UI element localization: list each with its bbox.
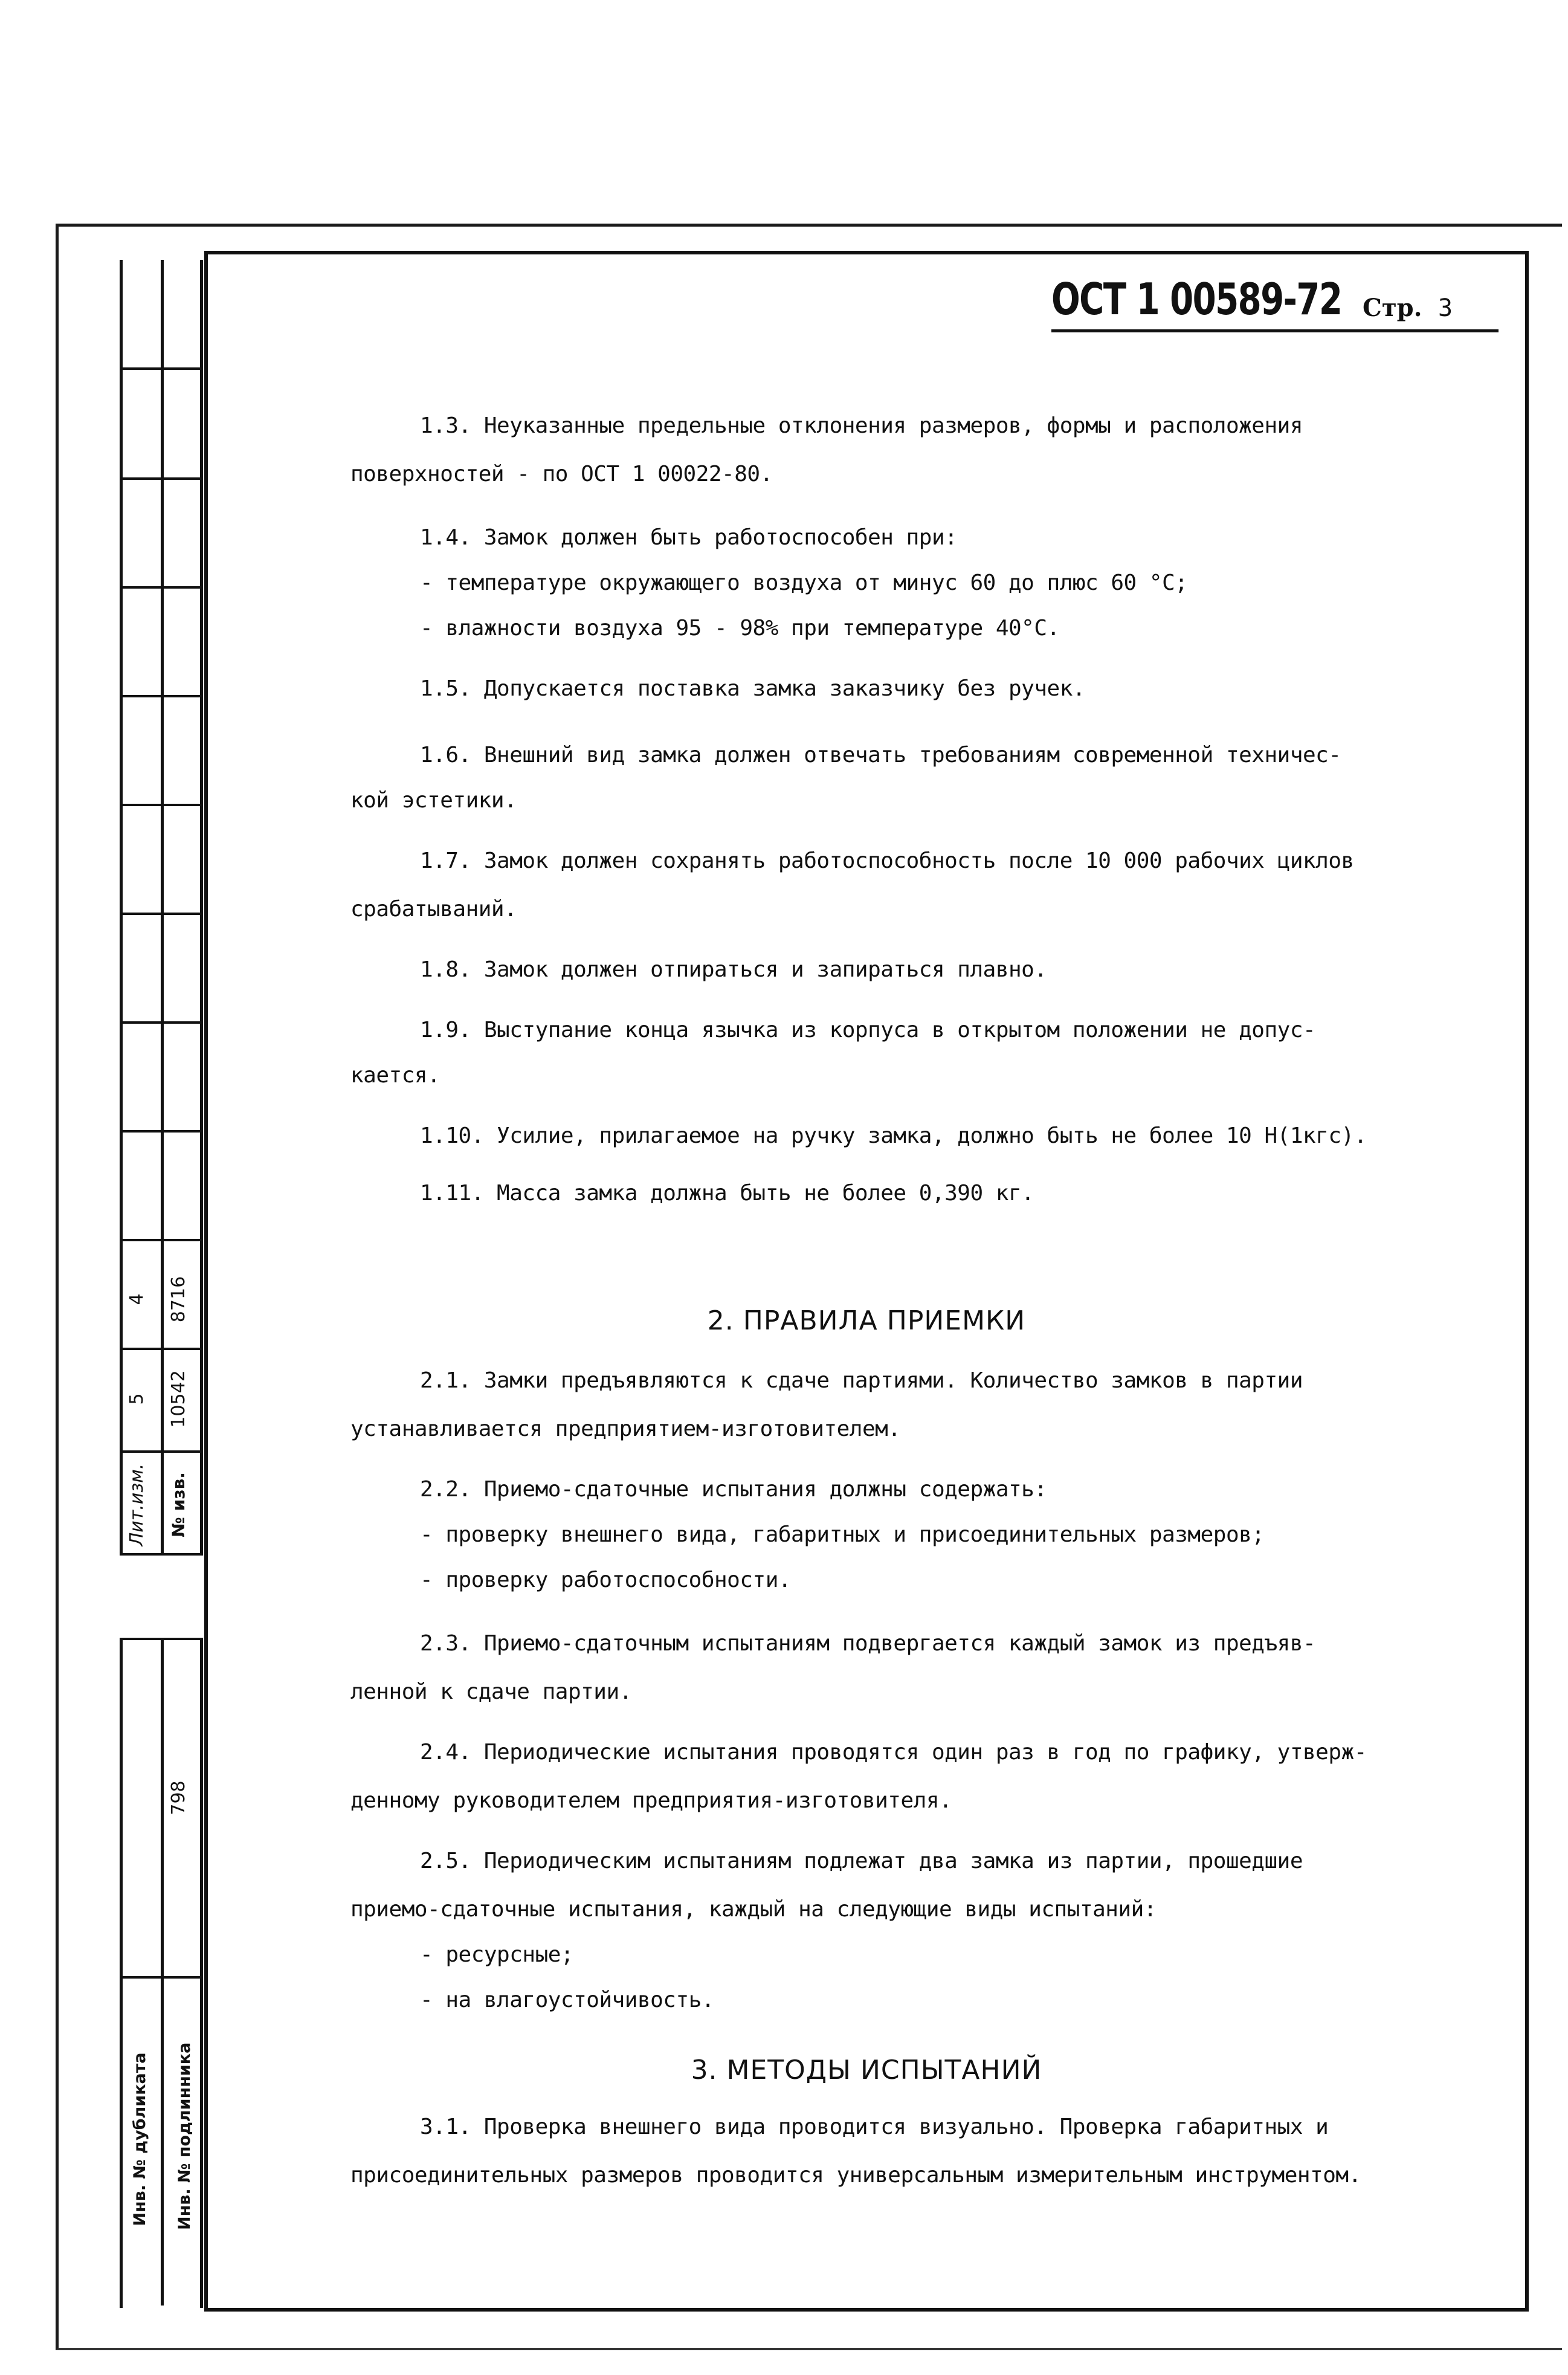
- side-row-line: [120, 477, 203, 480]
- paragraph-line: 1.10. Усилие, прилагаемое на ручку замка, должно быть не более 10 Н(1кгс).: [420, 1123, 1367, 1148]
- paragraph-2-1: [350, 1369, 1486, 1393]
- paragraph-line: 2.4. Периодические испытания проводятся один раз в год по графику, утверж-: [420, 1740, 1367, 1765]
- paragraph-line: 1.6. Внешний вид замка должен отвечать требованиям современной техничес-: [420, 743, 1341, 767]
- section-heading-2: 2. ПРАВИЛА ПРИЕМКИ: [707, 1305, 1026, 1336]
- side-row-line: [120, 586, 203, 589]
- paragraph-1-10: [350, 1124, 1486, 1148]
- side-table-lower-divider: [161, 1638, 164, 2306]
- side-row-line: [120, 695, 203, 697]
- paragraph-1-9-cont: кается.: [350, 1063, 440, 1088]
- list-item: - проверку внешнего вида, габаритных и присоединительных размеров;: [420, 1522, 1265, 1547]
- paragraph-1-11: [350, 1181, 1486, 1206]
- paragraph-2-3: [350, 1632, 1486, 1656]
- paragraph-line: 1.11. Масса замка должна быть не более 0,390 кг.: [420, 1181, 1034, 1206]
- paragraph-1-4-item1: [350, 571, 1486, 595]
- side-value-izv-8716: 8716: [168, 1276, 189, 1323]
- paragraph-2-5-cont: приемо-сдаточные испытания, каждый на следующие виды испытаний:: [350, 1897, 1157, 1922]
- side-label-litizm: Лит.изм.: [126, 1463, 147, 1546]
- side-row-line: [120, 1021, 203, 1024]
- list-item: - температуре окружающего воздуха от минус 60 до плюс 60 °С;: [420, 570, 1188, 595]
- paragraph-1-6: [350, 743, 1486, 767]
- paragraph-line: 2.1. Замки предъявляются к сдаче партиями. Количество замков в партии: [420, 1368, 1303, 1393]
- paragraph-2-2-item2: [350, 1568, 1486, 1592]
- paragraph-3-1: [350, 2115, 1486, 2139]
- side-row-line: [120, 913, 203, 915]
- paragraph-1-6-cont: кой эстетики.: [350, 788, 517, 813]
- paragraph-2-3-cont: ленной к сдаче партии.: [350, 1679, 632, 1704]
- side-value-litizm-5: 5: [126, 1393, 147, 1405]
- page-label: Стр.: [1363, 294, 1422, 322]
- paragraph-line: 2.2. Приемо-сдаточные испытания должны содержать:: [420, 1477, 1047, 1502]
- paragraph-1-3: [350, 414, 1486, 438]
- side-row-line: [120, 1130, 203, 1133]
- side-row-line: [120, 367, 203, 370]
- paragraph-line: 3.1. Проверка внешнего вида проводится визуально. Проверка габаритных и: [420, 2115, 1329, 2139]
- paragraph-2-1-cont: устанавливается предприятием-изготовителем.: [350, 1417, 901, 1441]
- paragraph-1-4: [350, 526, 1486, 550]
- document-header: [1051, 275, 1499, 332]
- side-value-litizm-4: 4: [126, 1293, 147, 1305]
- side-row-line: [120, 1976, 203, 1979]
- paragraph-line: 1.9. Выступание конца язычка из корпуса в открытом положении не допус-: [420, 1018, 1316, 1042]
- paragraph-2-2: [350, 1478, 1486, 1502]
- paragraph-2-4: [350, 1740, 1486, 1765]
- paragraph-line: 2.3. Приемо-сдаточным испытаниям подвергается каждый замок из предъяв-: [420, 1631, 1316, 1656]
- paragraph-1-8: [350, 958, 1486, 982]
- paragraph-line: 1.4. Замок должен быть работоспособен при:: [420, 525, 958, 550]
- paragraph-2-5-item2: [350, 1988, 1486, 2012]
- side-row-line: [120, 1450, 203, 1453]
- paragraph-1-7-cont: срабатываний.: [350, 897, 517, 922]
- paragraph-line: 1.7. Замок должен сохранять работоспособность после 10 000 рабочих циклов: [420, 848, 1354, 873]
- page-number: 3: [1438, 294, 1453, 322]
- paragraph-line: 1.3. Неуказанные предельные отклонения размеров, формы и расположения: [420, 413, 1303, 438]
- side-row-line: [120, 1553, 203, 1556]
- side-label-izv: № изв.: [169, 1472, 189, 1537]
- side-label-inv-podl: Инв. № подлинника: [175, 2042, 194, 2230]
- paragraph-2-4-cont: денному руководителем предприятия-изготовителя.: [350, 1788, 952, 1813]
- side-value-dubl-798: 798: [168, 1780, 189, 1815]
- side-row-line: [120, 1348, 203, 1350]
- paragraph-line: 2.5. Периодическим испытаниям подлежат два замка из партии, прошедшие: [420, 1849, 1303, 1873]
- side-row-line: [120, 1239, 203, 1241]
- list-item: - влажности воздуха 95 - 98% при температуре 40°С.: [420, 616, 1060, 641]
- list-item: - проверку работоспособности.: [420, 1568, 792, 1592]
- paragraph-1-9: [350, 1018, 1486, 1042]
- section-heading-3: 3. МЕТОДЫ ИСПЫТАНИЙ: [691, 2055, 1042, 2086]
- paragraph-2-2-item1: [350, 1523, 1486, 1547]
- side-row-line: [120, 804, 203, 806]
- paragraph-1-3-cont: поверхностей - по ОСТ 1 00022-80.: [350, 462, 773, 486]
- list-item: - на влагоустойчивость.: [420, 1988, 714, 2012]
- standard-code: ОСТ 1 00589-72: [1051, 274, 1342, 325]
- paragraph-3-1-cont: присоединительных размеров проводится универсальным измерительным инструментом.: [350, 2163, 1361, 2188]
- paragraph-2-5-item1: [350, 1943, 1486, 1967]
- paragraph-line: 1.8. Замок должен отпираться и запираться плавно.: [420, 957, 1047, 982]
- list-item: - ресурсные;: [420, 1942, 574, 1967]
- paragraph-1-4-item2: [350, 616, 1486, 641]
- paragraph-2-5: [350, 1849, 1486, 1873]
- side-label-inv-dubl: Инв. № дубликата: [131, 2052, 149, 2226]
- paragraph-1-5: [350, 677, 1486, 701]
- paragraph-1-7: [350, 849, 1486, 873]
- paragraph-line: 1.5. Допускается поставка замка заказчику без ручек.: [420, 676, 1086, 701]
- side-value-izv-10542: 10542: [168, 1370, 189, 1428]
